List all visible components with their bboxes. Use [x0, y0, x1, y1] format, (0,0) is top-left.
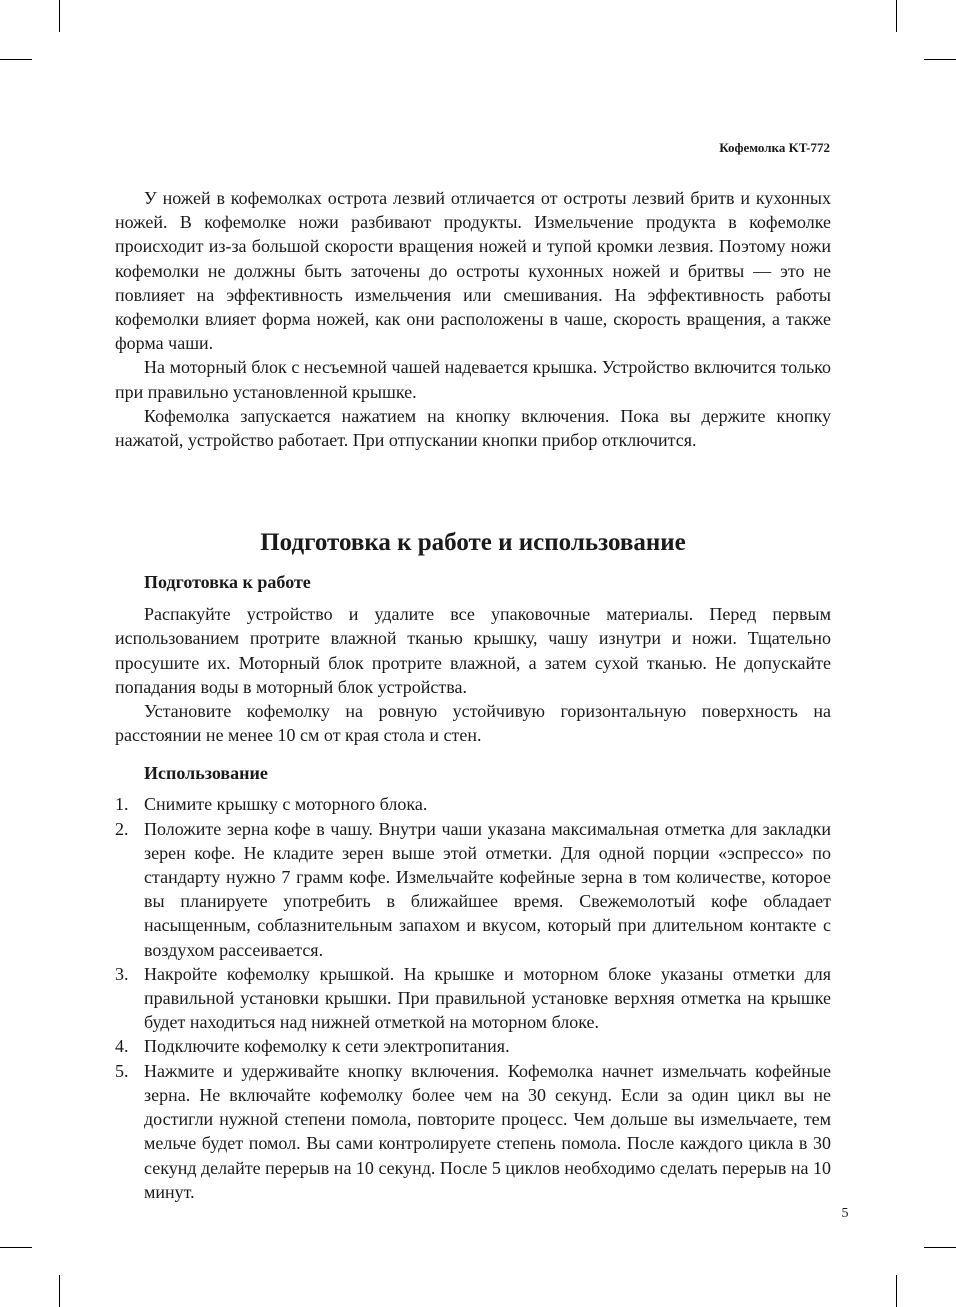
page-number: 5: [841, 1206, 849, 1221]
list-item: [115, 1059, 831, 1204]
crop-mark-top-right-vertical: [896, 0, 897, 32]
step-number: 2.: [115, 818, 129, 839]
page-content: [115, 186, 831, 1204]
step-number: 5.: [115, 1060, 129, 1081]
crop-mark-top-left-horizontal: [0, 59, 32, 60]
crop-mark-bottom-right-vertical: [896, 1275, 897, 1307]
step-text: Нажмите и удерживайте кнопку включения. Кофемолка начнет измельчать кофейные зерна. Не включайте кофемолку более чем на 30 секунд. Если за один цикл вы не достигли нужной степени помола, повторите процесс. Чем дольше вы измельчаете, тем мельче будет помол. Вы сами контролируете степень помола. После каждого цикла в 30 секунд делайте перерыв на 10 секунд. После 5 циклов необходимо сделать перерыв на 10 минут.: [144, 1060, 831, 1202]
step-number: 3.: [115, 963, 129, 984]
list-item: [115, 792, 831, 816]
crop-mark-top-left-vertical: [59, 0, 60, 32]
preparation-paragraph: Распакуйте устройство и удалите все упаковочные материалы. Перед первым использованием протрите влажной тканью крышку, чашу изнутри и ножи. Тщательно просушите их. Моторный блок протрите влажной, а затем сухой тканью. Не допускайте попадания воды в моторный блок устройства.: [115, 604, 831, 697]
preparation-heading: Подготовка к работе: [144, 572, 311, 593]
list-item: [115, 962, 831, 1035]
preparation-paragraph: Установите кофемолку на ровную устойчивую горизонтальную поверхность на расстоянии не менее 10 см от края стола и стен.: [115, 701, 831, 746]
step-text: Подключите кофемолку к сети электропитания.: [144, 1036, 510, 1057]
list-item: [115, 817, 831, 962]
intro-paragraph: Кофемолка запускается нажатием на кнопку включения. Пока вы держите кнопку нажатой, устройство работает. При отпускании кнопки прибор отключится.: [115, 405, 831, 451]
step-text: Снимите крышку с моторного блока.: [144, 794, 428, 815]
step-text: Накройте кофемолку крышкой. На крышке и моторном блоке указаны отметки для правильной установки крышки. При правильной установке верхняя отметка на крышке будет находиться над нижней отметкой на моторном блоке.: [144, 963, 831, 1033]
running-header: Кофемолка KT-772: [719, 140, 830, 155]
crop-mark-bottom-right-horizontal: [924, 1247, 956, 1248]
list-item: [115, 1034, 831, 1058]
usage-steps-list: [115, 792, 831, 1203]
step-number: 1.: [115, 794, 129, 815]
intro-paragraph: На моторный блок с несъемной чашей надевается крышка. Устройство включится только при правильно установленной крышке.: [115, 357, 831, 402]
crop-mark-bottom-left-vertical: [59, 1275, 60, 1307]
crop-mark-bottom-left-horizontal: [0, 1247, 32, 1248]
step-number: 4.: [115, 1036, 129, 1057]
section-title: Подготовка к работе и использование: [260, 529, 686, 557]
crop-mark-top-right-horizontal: [924, 59, 956, 60]
step-text: Положите зерна кофе в чашу. Внутри чаши указана максимальная отметка для закладки зерен кофе. Не кладите зерен выше этой отметки. Для одной порции «эспрессо» по стандарту нужно 7 грамм кофе. Измельчайте кофейные зерна в том количестве, которое вы планируете употребить в ближайшее время. Свежемолотый кофе обладает насыщенным, соблазнительным запахом и вкусом, который при длительном контакте с воздухом рассеивается.: [144, 818, 831, 960]
intro-paragraph: У ножей в кофемолках острота лезвий отличается от остроты лезвий бритв и кухонных ножей. В кофемолке ножи разбивают продукты. Измельчение продукта в кофемолке происходит из-за большой скорости вращения ножей и тупой кромки лезвия. Поэтому ножи кофемолки не должны быть заточены до остроты кухонных ножей и бритвы — это не повлияет на эффективность измельчения или смешивания. На эффективность работы кофемолки влияет форма ножей, как они расположены в чаше, скорость вращения, а также форма чаши.: [115, 188, 831, 354]
usage-heading: Использование: [144, 763, 268, 784]
